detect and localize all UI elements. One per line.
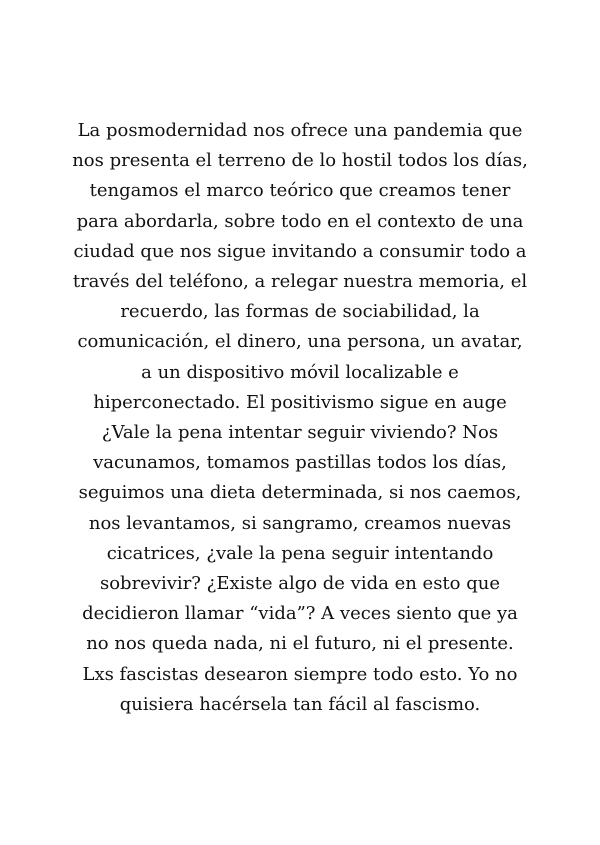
text-line: Lxs fascistas desearon siempre todo esto. Yo no <box>82 663 518 685</box>
text-line: comunicación, el dinero, una persona, un avatar, <box>77 331 523 353</box>
text-line: cicatrices, ¿vale la pena seguir intentando <box>106 542 494 564</box>
text-line: para abordarla, sobre todo en el contexto de una <box>76 210 524 232</box>
text-line: nos levantamos, si sangramo, creamos nuevas <box>88 512 512 534</box>
text-line: tengamos el marco teórico que creamos tener <box>89 180 511 202</box>
text-line: decidieron llamar “vida”? A veces siento que ya <box>82 603 518 625</box>
text-line: ¿Vale la pena intentar seguir viviendo? Nos <box>101 422 499 444</box>
text-line: recuerdo, las formas de sociabilidad, la <box>120 301 480 323</box>
text-line: través del teléfono, a relegar nuestra memoria, el <box>72 271 528 293</box>
text-line: ciudad que nos sigue invitando a consumir todo a <box>73 240 527 262</box>
text-line: sobrevivir? ¿Existe algo de vida en esto que <box>99 573 500 595</box>
text-line: La posmodernidad nos ofrece una pandemia que <box>77 120 523 141</box>
text-line: hiperconectado. El positivismo sigue en auge <box>93 391 507 413</box>
body-paragraph <box>60 116 540 720</box>
text-line: no nos queda nada, ni el futuro, ni el presente. <box>86 633 514 655</box>
text-line: nos presenta el terreno de lo hostil todos los días, <box>72 150 528 172</box>
text-line: vacunamos, tomamos pastillas todos los días, <box>93 452 507 474</box>
text-line: a un dispositivo móvil localizable e <box>141 361 459 383</box>
text-line: quisiera hacérsela tan fácil al fascismo. <box>119 693 481 715</box>
text-line: seguimos una dieta determinada, si nos caemos, <box>78 482 522 504</box>
